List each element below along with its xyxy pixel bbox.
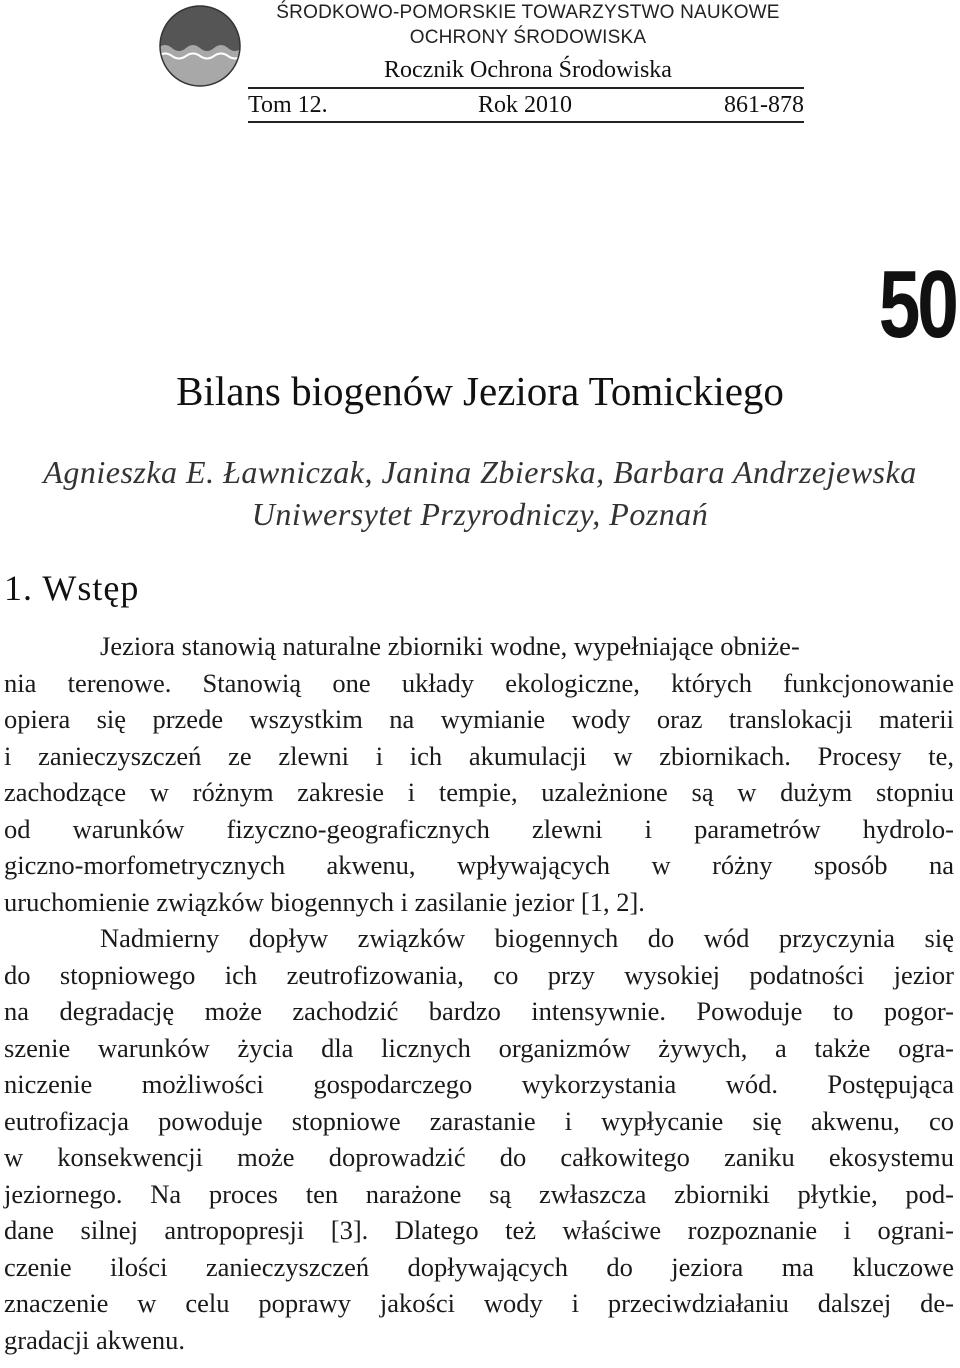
body-line: do stopniowego ich zeutrofizowania, co przy wysokiej podatności jezior — [4, 959, 954, 990]
body-line: Jeziora stanowią naturalne zbiorniki wodne, wypełniające obniże- — [100, 631, 800, 661]
volume-year: Rok 2010 — [478, 92, 573, 118]
volume-info — [248, 90, 804, 120]
article-authors: Agnieszka E. Ławniczak, Janina Zbierska, Barbara Andrzejewska — [43, 454, 917, 490]
article-title — [0, 366, 960, 416]
article-title-text: Bilans biogenów Jeziora Tomickiego — [176, 368, 784, 414]
header-rule-top — [248, 87, 804, 89]
body-line: szenie warunków życia dla licznych organizmów żywych, a także ogra- — [4, 1032, 954, 1063]
body-line: i zanieczyszczeń ze zlewni i ich akumulacji w zbiornikach. Procesy te, — [4, 740, 954, 771]
body-line: jeziornego. Na proces ten narażone są zwłaszcza zbiorniki płytkie, pod- — [4, 1178, 954, 1209]
header-rule-bottom — [248, 121, 804, 123]
author-affiliation: Uniwersytet Przyrodniczy, Poznań — [251, 496, 709, 532]
body-line: w konsekwencji może doprowadzić do całkowitego zaniku ekosystemu — [4, 1142, 954, 1172]
society-name-line1: ŚRODKOWO-POMORSKIE TOWARZYSTWO NAUKOWE — [276, 2, 780, 23]
body-line: od warunków fizyczno-geograficznych zlewni i parametrów hydrolo- — [4, 813, 954, 844]
body-line: niczenie możliwości gospodarczego wykorzystania wód. Postępująca — [4, 1069, 954, 1099]
page-range: 861-878 — [724, 92, 804, 118]
body-line: zachodzące w różnym zakresie i tempie, uzależnione są w dużym stopniu — [4, 777, 954, 807]
body-line: znaczenie w celu poprawy jakości wody i przeciwdziałaniu dalszej de- — [4, 1288, 954, 1318]
body-line: opiera się przede wszystkim na wymianie wody oraz translokacji materii — [4, 704, 954, 734]
article-number: 50 — [878, 251, 956, 358]
section-body — [4, 628, 954, 1358]
body-line: na degradację może zachodzić bardzo intensywnie. Powoduje to pogor- — [4, 996, 954, 1026]
section-heading: 1. Wstęp — [4, 568, 140, 608]
body-line: czenie ilości zanieczyszczeń dopływających do jeziora ma kluczowe — [4, 1251, 954, 1282]
body-line: dane silnej antropopresji [3]. Dlatego też właściwe rozpoznanie i ograni- — [4, 1215, 954, 1245]
body-line: gradacji akwenu. — [4, 1324, 185, 1355]
body-line: uruchomienie związków biogennych i zasilanie jezior [1, 2]. — [4, 886, 645, 917]
journal-name: Rocznik Ochrona Środowiska — [384, 57, 672, 83]
volume-number: Tom 12. — [248, 92, 328, 118]
body-line: Nadmierny dopływ związków biogennych do wód przyczynia się — [100, 923, 954, 953]
body-line: nia terenowe. Stanowią one układy ekologiczne, których funkcjonowanie — [4, 667, 954, 698]
society-name-line2: OCHRONY ŚRODOWISKA — [409, 27, 647, 48]
society-logo-icon — [158, 4, 242, 88]
body-line: giczno-morfometrycznych akwenu, wpływających w różny sposób na — [4, 850, 954, 880]
body-line: eutrofizacja powoduje stopniowe zarastanie i wypłycanie się akwenu, co — [4, 1105, 954, 1136]
